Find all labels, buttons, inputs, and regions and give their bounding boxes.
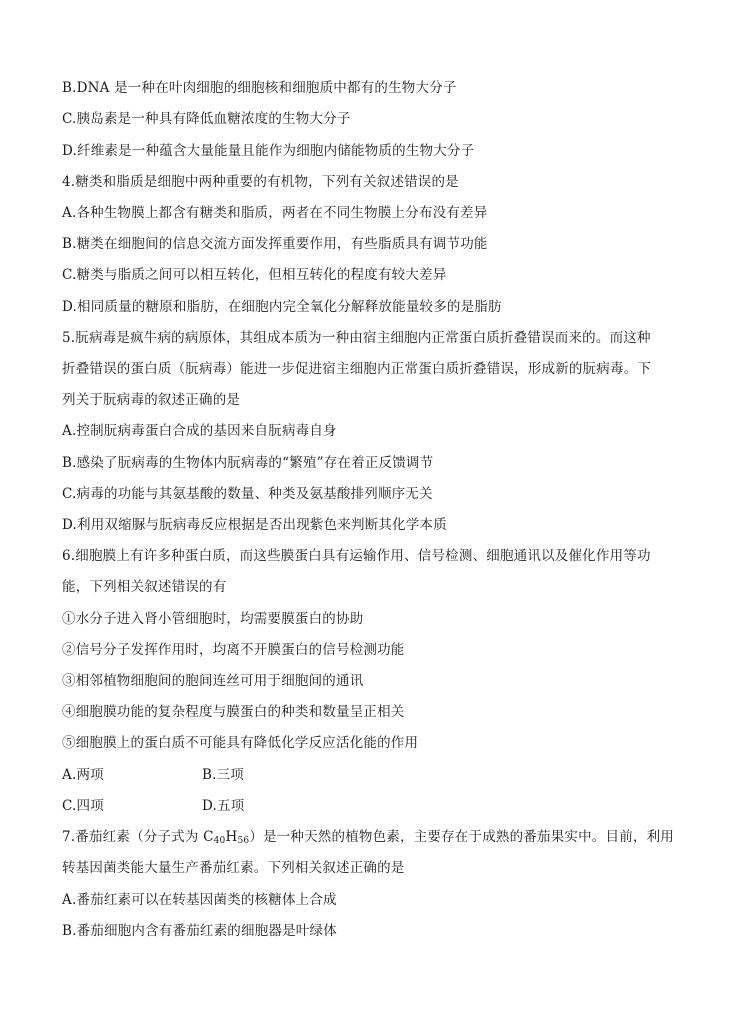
q6-option-b: B.三项: [202, 767, 245, 783]
q3-option-d: D.纤维素是一种蕴含大量能量且能作为细胞内储能物质的生物大分子: [62, 143, 475, 159]
q7-stem-start: 7.番茄红素（分子式为 C: [62, 829, 214, 845]
q3-option-b: B.DNA 是一种在叶肉细胞的细胞核和细胞质中都有的生物大分子: [62, 80, 457, 96]
q5-option-a: A.控制朊病毒蛋白合成的基因来自朊病毒自身: [62, 423, 337, 439]
q6-stem-line1: 6.细胞膜上有许多种蛋白质，而这些膜蛋白具有运输作用、信号检测、细胞通讯以及催化作用等功: [62, 548, 651, 564]
formula-hydrogen: H: [225, 829, 238, 845]
q4-option-c: C.糖类与脂质之间可以相互转化，但相互转化的程度有较大差异: [62, 267, 447, 283]
formula-subscript-hydrogen: 56: [237, 836, 250, 846]
q6-stem-line2: 能，下列相关叙述错误的有: [62, 579, 227, 595]
q5-option-c: C.病毒的功能与其氨基酸的数量、种类及氨基酸排列顺序无关: [62, 486, 433, 502]
formula-subscript-carbon: 40: [213, 836, 226, 846]
q6-statement-3: ③相邻植物细胞间的胞间连丝可用于细胞间的通讯: [62, 673, 364, 689]
q4-option-a: A.各种生物膜上都含有糖类和脂质，两者在不同生物膜上分布没有差异: [62, 205, 488, 221]
q6-option-a: A.两项: [62, 767, 104, 783]
q6-option-c: C.四项: [62, 798, 104, 814]
q6-statement-1: ①水分子进入肾小管细胞时，均需要膜蛋白的协助: [62, 611, 364, 627]
q6-statement-2: ②信号分子发挥作用时，均离不开膜蛋白的信号检测功能: [62, 642, 405, 658]
q7-stem-end: ）是一种天然的植物色素，主要存在于成熟的番茄果实中。目前，利用: [249, 829, 675, 845]
q4-stem: 4.糖类和脂质是细胞中两种重要的有机物，下列有关叙述错误的是: [62, 174, 459, 190]
q4-option-b: B.糖类在细胞间的信息交流方面发挥重要作用，有些脂质具有调节功能: [62, 236, 488, 252]
q5-option-d: D.利用双缩脲与朊病毒反应根据是否出现紫色来判断其化学本质: [62, 517, 447, 533]
q3-option-c: C.胰岛素是一种具有降低血糖浓度的生物大分子: [62, 111, 351, 127]
q6-option-d: D.五项: [202, 798, 245, 814]
q5-stem-line3: 列关于朊病毒的叙述正确的是: [62, 392, 241, 408]
q5-stem-line2: 折叠错误的蛋白质（朊病毒）能进一步促进宿主细胞内正常蛋白质折叠错误，形成新的朊病毒。下: [62, 361, 652, 377]
q7-stem-line2: 转基因菌类能大量生产番茄红素。下列相关叙述正确的是: [62, 860, 405, 876]
q5-stem-line1: 5.朊病毒是疯牛病的病原体，其组成本质为一种由宿主细胞内正常蛋白质折叠错误而来的。而这种: [62, 330, 651, 346]
q7-option-a: A.番茄红素可以在转基因菌类的核糖体上合成: [62, 892, 337, 908]
q7-option-b: B.番茄细胞内含有番茄红素的细胞器是叶绿体: [62, 923, 337, 939]
q5-option-b: B.感染了朊病毒的生物体内朊病毒的“繁殖”存在着正反馈调节: [62, 455, 434, 471]
q6-statement-5: ⑤细胞膜上的蛋白质不可能具有降低化学反应活化能的作用: [62, 735, 419, 751]
q6-statement-4: ④细胞膜功能的复杂程度与膜蛋白的种类和数量呈正相关: [62, 704, 405, 720]
q7-stem-line1: [62, 827, 684, 847]
q4-option-d: D.相同质量的糖原和脂肪，在细胞内完全氧化分解释放能量较多的是脂肪: [62, 299, 502, 315]
